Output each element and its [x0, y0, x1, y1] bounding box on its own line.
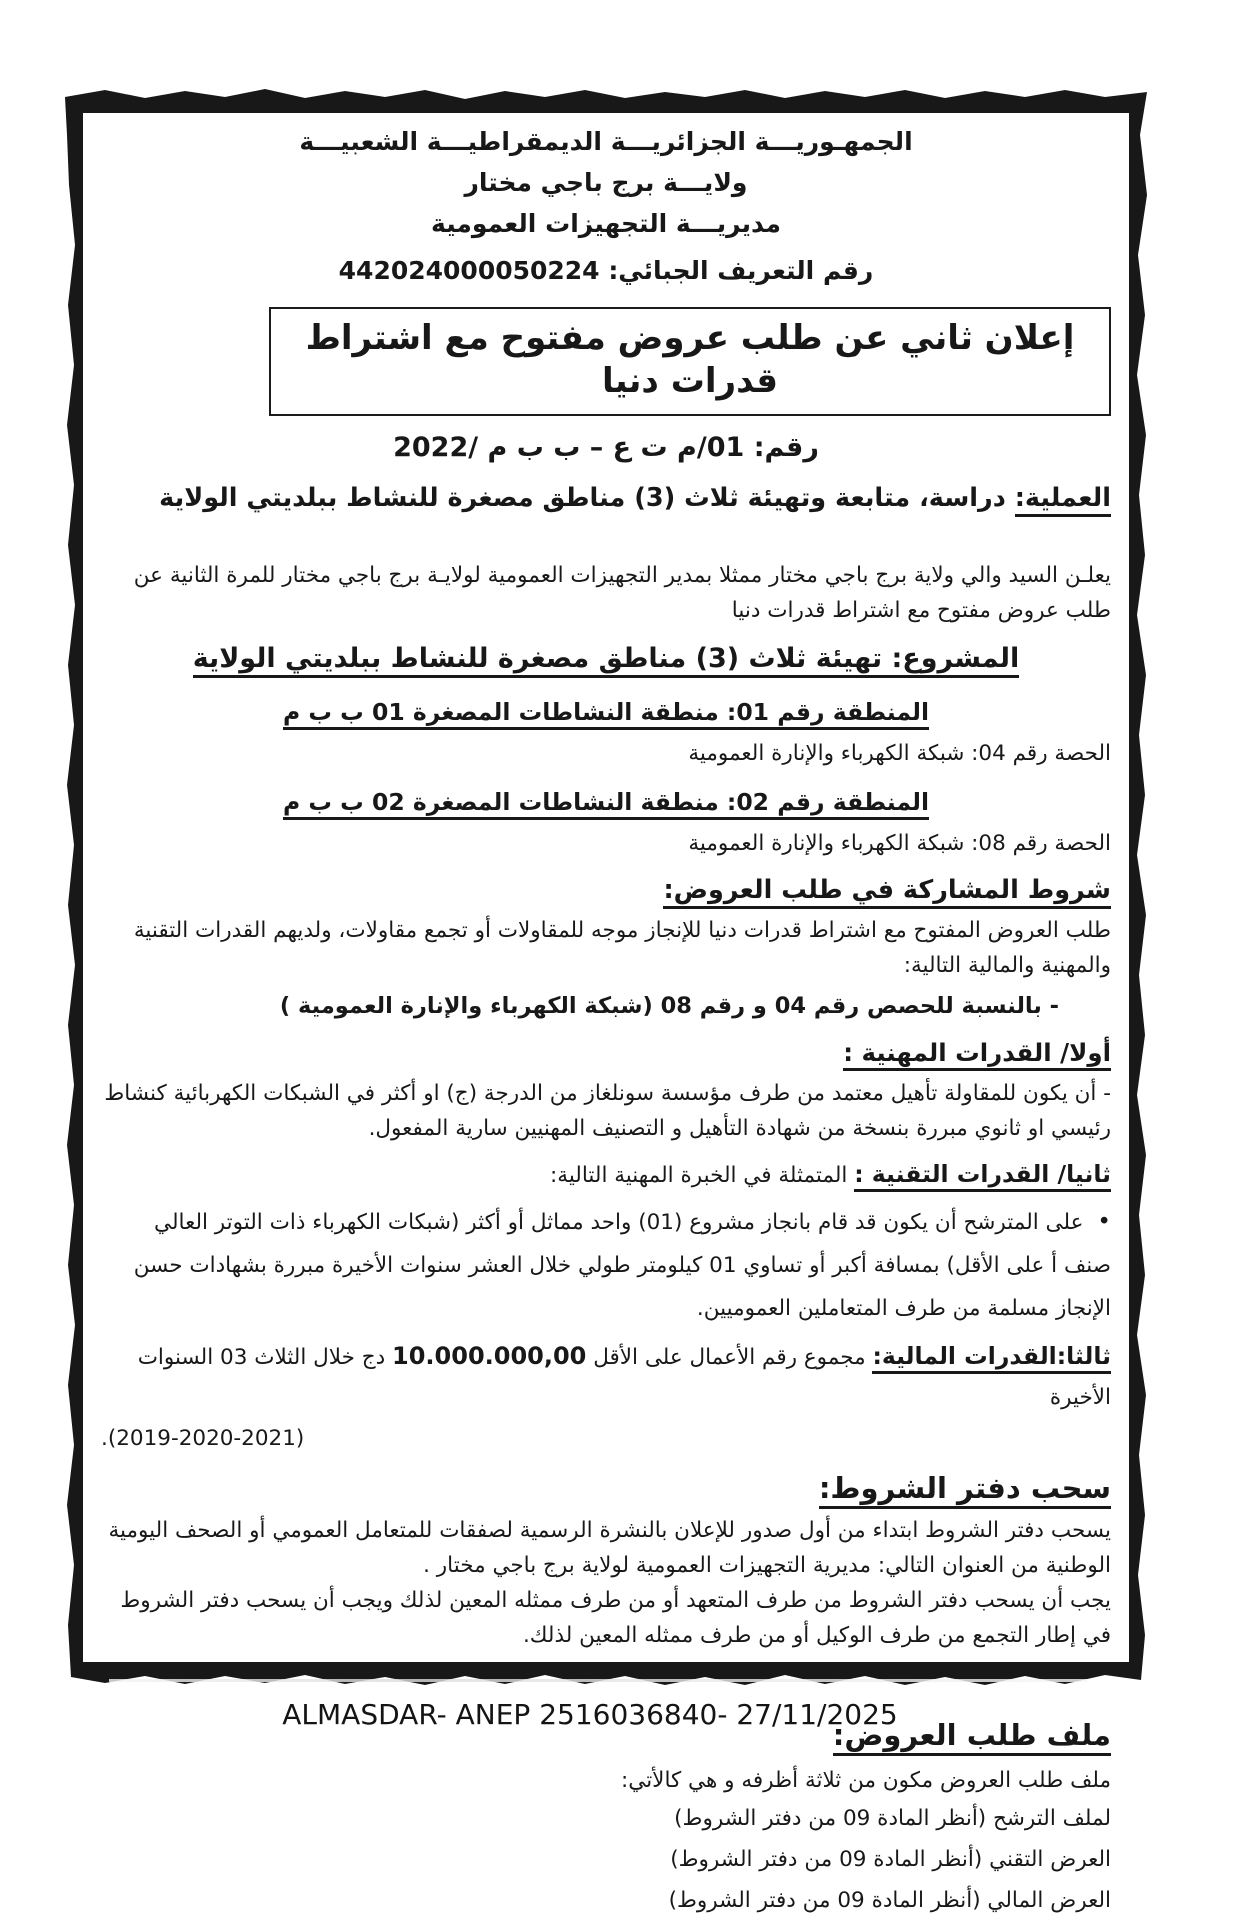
announcement-title: إعلان ثاني عن طلب عروض مفتوح مع اشتراط قدرات دنيا: [305, 318, 1075, 401]
project-title: [193, 643, 1020, 678]
zone-1-lot: الحصة رقم 04: شبكة الكهرباء والإنارة العمومية: [688, 741, 1111, 766]
technical-section-title: [101, 1154, 1111, 1197]
project-line: [101, 636, 1111, 682]
financial-years-line: (2019-2020-2021).: [101, 1426, 305, 1451]
operation-label: العملية:: [1015, 483, 1111, 517]
zone-1-title-text: المنطقة رقم 01: منطقة النشاطات المصغرة 01 ب ب م: [283, 698, 929, 730]
technical-title-text: ثانيا/ القدرات التقنية :: [854, 1160, 1111, 1192]
withdrawal-section-title: [101, 1468, 1111, 1513]
financial-text-after: دج خلال الثلاث 03 السنوات الأخيرة: [137, 1345, 1111, 1410]
project-label: المشروع:: [882, 643, 1020, 674]
tax-id-label: رقم التعريف الجبائي:: [608, 256, 874, 285]
file-item-financial-offer: العرض المالي (أنظر المادة 09 من دفتر الشروط): [668, 1888, 1111, 1913]
intro-paragraph: يعلـن السيد والي ولاية برج باجي مختار ممثلا بمدير التجهيزات العمومية لولايـة برج باجي مختار للمرة الثانية عن طلب عروض مفتوح مع اشتراط قدرات دنيا: [133, 563, 1111, 623]
zone-2-lot: الحصة رقم 08: شبكة الكهرباء والإنارة العمومية: [688, 831, 1111, 856]
financial-text-before: مجموع رقم الأعمال على الأقل: [586, 1345, 873, 1370]
anep-footer-line: ALMASDAR- ANEP 2516036840- 27/11/2025: [282, 1698, 898, 1731]
directorate-line: مديريـــة التجهيزات العمومية: [431, 209, 781, 238]
operation-text: دراسة، متابعة وتهيئة ثلاث (3) مناطق مصغرة للنشاط ببلديتي الولاية: [159, 483, 1015, 513]
project-text: تهيئة ثلاث (3) مناطق مصغرة للنشاط ببلديتي الولاية: [192, 643, 883, 674]
offers-file-intro: ملف طلب العروض مكون من ثلاثة أظرفه و هي كالأتي:: [621, 1768, 1111, 1793]
lots-scope-line: - بالنسبة للحصص رقم 04 و رقم 08 (شبكة الكهرباء والإنارة العمومية ): [279, 993, 1059, 1019]
technical-requirement-item: [101, 1201, 1111, 1330]
file-item-technical-offer: العرض التقني (أنظر المادة 09 من دفتر الشروط): [670, 1847, 1111, 1872]
announcement-title-box: [269, 307, 1111, 416]
withdrawal-paragraph-1: يسحب دفتر الشروط ابتداء من أول صدور للإعلان بالنشرة الرسمية لصفقات للمتعامل العمومي أو الصحف اليومية الوطنية من العنوان التالي: مديرية التجهيزات العمومية لولاية برج باجي مختار .: [108, 1518, 1111, 1578]
conditions-section-title: [101, 870, 1111, 913]
withdrawal-title-text: سحب دفتر الشروط:: [819, 1471, 1111, 1509]
conditions-paragraph: طلب العروض المفتوح مع اشتراط قدرات دنيا للإنجاز موجه للمقاولات أو تجمع مقاولات، ولديهم القدرات التقنية والمهنية والمالية التالية:: [133, 918, 1111, 978]
withdrawal-paragraph-2: يجب أن يسحب دفتر الشروط من طرف المتعهد أو من طرف ممثله المعين لذلك ويجب أن يسحب دفتر الشروط في إطار التجمع من طرف الوكيل أو من طرف ممثله المعين لذلك.: [120, 1588, 1111, 1648]
reference-number-line: رقم: 01/م ت ع – ب ب م /2022: [393, 432, 819, 463]
zone-2-title: [101, 782, 1111, 822]
technical-item-text: على المترشح أن يكون قد قام بانجاز مشروع (01) واحد مماثل أو أكثر (شبكات الكهرباء ذات التوتر العالي صنف أ على الأقل) بمسافة أكبر أو تساوي 01 كيلومتر طولي خلال العشر سنوات الأخيرة مبررة بشهادات حسن الإنجاز مسلمة من طرف المتعاملين العموميين.: [133, 1210, 1111, 1321]
professional-title-text: أولا/ القدرات المهنية :: [843, 1038, 1111, 1071]
professional-section-title: [101, 1033, 1111, 1076]
financial-title-text: ثالثا:القدرات المالية:: [872, 1342, 1111, 1374]
bullet-icon: •: [1097, 1209, 1111, 1235]
zone-1-title: [101, 692, 1111, 732]
file-item-candidacy: لملف الترشح (أنظر المادة 09 من دفتر الشروط): [674, 1806, 1111, 1831]
conditions-title-text: شروط المشاركة في طلب العروض:: [663, 875, 1111, 909]
professional-requirement-item: - أن يكون للمقاولة تأهيل معتمد من طرف مؤسسة سونلغاز من الدرجة (ج) او أكثر في الشبكات الكهربائية كنشاط رئيسي او ثانوي مبررة بنسخة من شهادة التأهيل و التصنيف المهنيين سارية المفعول.: [104, 1081, 1111, 1141]
financial-requirement-line: [101, 1336, 1111, 1418]
tax-id-value: 442024000050224: [338, 256, 600, 285]
scan-artifact-line: [109, 1679, 1087, 1682]
zone-2-title-text: المنطقة رقم 02: منطقة النشاطات المصغرة 02 ب ب م: [283, 788, 929, 820]
republic-line: الجمهـوريـــة الجزائريـــة الديمقراطيـــة الشعبيـــة: [299, 127, 913, 156]
technical-title-suffix: المتمثلة في الخبرة المهنية التالية:: [550, 1163, 855, 1188]
operation-line: [101, 478, 1111, 518]
tax-id-line: [101, 250, 1111, 291]
wilaya-line: ولايـــة برج باجي مختار: [464, 168, 748, 197]
offers-file-title-text: ملف طلب العروض:: [833, 1718, 1111, 1756]
financial-amount: 10.000.000,00: [392, 1342, 587, 1370]
